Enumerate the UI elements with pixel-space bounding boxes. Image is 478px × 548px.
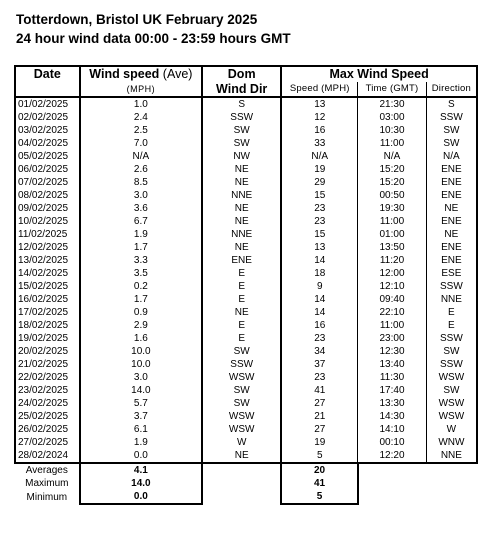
- table-row: [15, 111, 477, 124]
- wind-dir-cell: SW: [202, 124, 281, 137]
- date-cell: 18/02/2025: [15, 319, 80, 332]
- date-cell: 17/02/2025: [15, 306, 80, 319]
- table-row: [15, 449, 477, 463]
- wind-speed-cell: 0.2: [80, 280, 202, 293]
- time-cell: 14:30: [358, 410, 427, 423]
- table-row: [15, 150, 477, 163]
- wind-dir-cell: E: [202, 332, 281, 345]
- time-cell: 19:30: [358, 202, 427, 215]
- wind-speed-cell: 3.0: [80, 371, 202, 384]
- wind-dir-cell: WSW: [202, 423, 281, 436]
- summary-spacer: [426, 490, 477, 504]
- table-row: [15, 358, 477, 371]
- header-wind-speed-label: Wind speed: [89, 67, 160, 81]
- summary-label: Maximum: [25, 478, 69, 489]
- max-speed-cell: 15: [281, 189, 358, 202]
- wind-speed-cell: 3.0: [80, 189, 202, 202]
- header-direction: Direction: [426, 82, 477, 97]
- date-cell: 04/02/2025: [15, 137, 80, 150]
- time-cell: 23:00: [358, 332, 427, 345]
- date-cell: 01/02/2025: [15, 97, 80, 111]
- direction-cell: SSW: [426, 111, 477, 124]
- max-speed-cell: 14: [281, 254, 358, 267]
- time-cell: 09:40: [358, 293, 427, 306]
- header-date-spacer: [15, 82, 80, 97]
- summary-spacer: [358, 477, 427, 490]
- table-row: [15, 176, 477, 189]
- wind-dir-cell: E: [202, 280, 281, 293]
- max-speed-cell: 5: [281, 449, 358, 463]
- direction-cell: SSW: [426, 280, 477, 293]
- time-cell: 10:30: [358, 124, 427, 137]
- table-row: [15, 410, 477, 423]
- max-speed-cell: 23: [281, 371, 358, 384]
- direction-cell: ENE: [426, 241, 477, 254]
- max-speed-cell: 16: [281, 319, 358, 332]
- wind-dir-cell: SSW: [202, 111, 281, 124]
- max-speed-cell: 27: [281, 423, 358, 436]
- date-cell: 14/02/2025: [15, 267, 80, 280]
- time-cell: 12:10: [358, 280, 427, 293]
- time-cell: 14:10: [358, 423, 427, 436]
- header-dom: Dom: [202, 66, 281, 82]
- date-cell: 16/02/2025: [15, 293, 80, 306]
- direction-cell: NE: [426, 202, 477, 215]
- summary-spacer: [358, 490, 427, 504]
- summary-label: Minimum: [26, 491, 68, 503]
- max-speed-cell: 12: [281, 111, 358, 124]
- direction-cell: E: [426, 319, 477, 332]
- table-row: [15, 384, 477, 397]
- summary-spacer: [426, 463, 477, 477]
- max-speed-cell: 37: [281, 358, 358, 371]
- wind-dir-cell: NE: [202, 215, 281, 228]
- table-row: [15, 228, 477, 241]
- direction-cell: N/A: [426, 150, 477, 163]
- max-speed-cell: 9: [281, 280, 358, 293]
- header-wind-dir: Wind Dir: [202, 82, 281, 97]
- header-wind-speed-suffix: (Ave): [159, 67, 193, 81]
- max-speed-cell: N/A: [281, 150, 358, 163]
- wind-dir-cell: S: [202, 97, 281, 111]
- wind-speed-cell: 1.7: [80, 293, 202, 306]
- time-cell: 03:00: [358, 111, 427, 124]
- max-speed-cell: 14: [281, 306, 358, 319]
- wind-speed-cell: 3.7: [80, 410, 202, 423]
- wind-speed-cell: 3.6: [80, 202, 202, 215]
- wind-dir-cell: NE: [202, 241, 281, 254]
- direction-cell: NE: [426, 228, 477, 241]
- table-row: [15, 293, 477, 306]
- time-cell: 11:00: [358, 319, 427, 332]
- summary-label: Averages: [25, 465, 68, 476]
- wind-speed-cell: 8.5: [80, 176, 202, 189]
- wind-dir-cell: W: [202, 436, 281, 449]
- max-speed-cell: 14: [281, 293, 358, 306]
- wind-dir-cell: WSW: [202, 410, 281, 423]
- time-cell: 13:40: [358, 358, 427, 371]
- time-cell: 17:40: [358, 384, 427, 397]
- direction-cell: SSW: [426, 358, 477, 371]
- date-cell: 10/02/2025: [15, 215, 80, 228]
- wind-speed-cell: 3.5: [80, 267, 202, 280]
- summary-spacer: [202, 477, 281, 490]
- wind-speed-cell: 1.0: [80, 97, 202, 111]
- wind-speed-cell: 14.0: [80, 384, 202, 397]
- wind-dir-cell: NE: [202, 202, 281, 215]
- direction-cell: ENE: [426, 163, 477, 176]
- summary-row: [15, 463, 477, 477]
- wind-speed-cell: 1.6: [80, 332, 202, 345]
- time-cell: N/A: [358, 150, 427, 163]
- table-row: [15, 254, 477, 267]
- table-row: [15, 189, 477, 202]
- table-row: [15, 371, 477, 384]
- header-max-wind-speed: Max Wind Speed: [281, 66, 477, 82]
- date-cell: 19/02/2025: [15, 332, 80, 345]
- wind-speed-cell: N/A: [80, 150, 202, 163]
- direction-cell: SW: [426, 124, 477, 137]
- wind-dir-cell: E: [202, 267, 281, 280]
- wind-speed-cell: 0.0: [80, 449, 202, 463]
- direction-cell: SSW: [426, 332, 477, 345]
- wind-dir-cell: SSW: [202, 358, 281, 371]
- table-row: [15, 280, 477, 293]
- wind-speed-cell: 10.0: [80, 345, 202, 358]
- table-row: [15, 163, 477, 176]
- direction-cell: ENE: [426, 189, 477, 202]
- time-cell: 21:30: [358, 97, 427, 111]
- date-cell: 24/02/2025: [15, 397, 80, 410]
- date-cell: 21/02/2025: [15, 358, 80, 371]
- time-cell: 12:00: [358, 267, 427, 280]
- wind-speed-cell: 3.3: [80, 254, 202, 267]
- wind-speed-cell: 2.5: [80, 124, 202, 137]
- max-speed-cell: 29: [281, 176, 358, 189]
- time-cell: 12:30: [358, 345, 427, 358]
- max-speed-cell: 19: [281, 436, 358, 449]
- header-time-gmt: Time (GMT): [358, 82, 427, 97]
- wind-speed-cell: 6.7: [80, 215, 202, 228]
- direction-cell: ENE: [426, 215, 477, 228]
- wind-speed-cell: 1.9: [80, 436, 202, 449]
- direction-cell: ESE: [426, 267, 477, 280]
- max-speed-cell: 23: [281, 202, 358, 215]
- date-cell: 28/02/2024: [15, 449, 80, 463]
- direction-cell: SW: [426, 137, 477, 150]
- wind-speed-cell: 2.9: [80, 319, 202, 332]
- date-cell: 25/02/2025: [15, 410, 80, 423]
- date-cell: 23/02/2025: [15, 384, 80, 397]
- time-cell: 11:00: [358, 215, 427, 228]
- direction-cell: WSW: [426, 371, 477, 384]
- table-row: [15, 423, 477, 436]
- max-speed-cell: 23: [281, 215, 358, 228]
- date-cell: 07/02/2025: [15, 176, 80, 189]
- table-row: [15, 436, 477, 449]
- table-row: [15, 202, 477, 215]
- wind-dir-cell: NE: [202, 163, 281, 176]
- wind-dir-cell: SW: [202, 397, 281, 410]
- page-title: Totterdown, Bristol UK February 2025: [16, 12, 258, 27]
- table-row: [15, 319, 477, 332]
- date-cell: 27/02/2025: [15, 436, 80, 449]
- table-row: [15, 306, 477, 319]
- direction-cell: S: [426, 97, 477, 111]
- table-row: [15, 137, 477, 150]
- max-speed-cell: 27: [281, 397, 358, 410]
- wind-dir-cell: SW: [202, 384, 281, 397]
- max-speed-cell: 18: [281, 267, 358, 280]
- date-cell: 26/02/2025: [15, 423, 80, 436]
- wind-speed-cell: 10.0: [80, 358, 202, 371]
- max-speed-cell: 16: [281, 124, 358, 137]
- wind-speed-cell: 1.7: [80, 241, 202, 254]
- time-cell: 11:30: [358, 371, 427, 384]
- date-cell: 11/02/2025: [15, 228, 80, 241]
- summary-max-speed: 5: [281, 490, 358, 504]
- time-cell: 13:50: [358, 241, 427, 254]
- date-cell: 02/02/2025: [15, 111, 80, 124]
- summary-wind-speed: 14.0: [80, 477, 202, 490]
- summary-wind-speed: 0.0: [80, 490, 202, 504]
- table-row: [15, 267, 477, 280]
- max-speed-cell: 34: [281, 345, 358, 358]
- date-cell: 13/02/2025: [15, 254, 80, 267]
- wind-speed-cell: 0.9: [80, 306, 202, 319]
- summary-spacer: [358, 463, 427, 477]
- summary-spacer: [202, 490, 281, 504]
- time-cell: 00:50: [358, 189, 427, 202]
- wind-dir-cell: E: [202, 319, 281, 332]
- date-cell: 03/02/2025: [15, 124, 80, 137]
- max-speed-cell: 13: [281, 241, 358, 254]
- summary-spacer: [426, 477, 477, 490]
- max-speed-cell: 21: [281, 410, 358, 423]
- table-row: [15, 124, 477, 137]
- wind-dir-cell: NE: [202, 449, 281, 463]
- time-cell: 12:20: [358, 449, 427, 463]
- table-row: [15, 397, 477, 410]
- wind-dir-cell: SW: [202, 137, 281, 150]
- wind-dir-cell: NNE: [202, 189, 281, 202]
- time-cell: 11:00: [358, 137, 427, 150]
- direction-cell: E: [426, 306, 477, 319]
- wind-speed-cell: 1.9: [80, 228, 202, 241]
- time-cell: 13:30: [358, 397, 427, 410]
- date-cell: 15/02/2025: [15, 280, 80, 293]
- summary-spacer: [202, 463, 281, 477]
- wind-dir-cell: NW: [202, 150, 281, 163]
- direction-cell: WSW: [426, 410, 477, 423]
- wind-dir-cell: E: [202, 293, 281, 306]
- time-cell: 00:10: [358, 436, 427, 449]
- wind-speed-cell: 7.0: [80, 137, 202, 150]
- date-cell: 12/02/2025: [15, 241, 80, 254]
- wind-speed-cell: 2.6: [80, 163, 202, 176]
- max-speed-cell: 41: [281, 384, 358, 397]
- direction-cell: SW: [426, 384, 477, 397]
- max-speed-cell: 15: [281, 228, 358, 241]
- header-speed-mph: Speed (MPH): [281, 82, 358, 97]
- time-cell: 15:20: [358, 163, 427, 176]
- header-wind-speed: [80, 66, 202, 82]
- date-cell: 08/02/2025: [15, 189, 80, 202]
- time-cell: 15:20: [358, 176, 427, 189]
- wind-speed-cell: 6.1: [80, 423, 202, 436]
- direction-cell: WSW: [426, 397, 477, 410]
- max-speed-cell: 33: [281, 137, 358, 150]
- summary-wind-speed: 4.1: [80, 463, 202, 477]
- wind-speed-cell: 5.7: [80, 397, 202, 410]
- summary-max-speed: 41: [281, 477, 358, 490]
- wind-dir-cell: ENE: [202, 254, 281, 267]
- time-cell: 22:10: [358, 306, 427, 319]
- direction-cell: WNW: [426, 436, 477, 449]
- table-row: [15, 241, 477, 254]
- header-wind-speed-unit: (MPH): [80, 82, 202, 97]
- page-subtitle: 24 hour wind data 00:00 - 23:59 hours GMT: [16, 31, 291, 46]
- summary-row: [15, 490, 477, 504]
- wind-data-table: [14, 65, 478, 505]
- time-cell: 11:20: [358, 254, 427, 267]
- wind-dir-cell: WSW: [202, 371, 281, 384]
- header-date: Date: [15, 66, 80, 82]
- direction-cell: SW: [426, 345, 477, 358]
- date-cell: 06/02/2025: [15, 163, 80, 176]
- table-row: [15, 97, 477, 111]
- direction-cell: ENE: [426, 176, 477, 189]
- direction-cell: ENE: [426, 254, 477, 267]
- table-row: [15, 332, 477, 345]
- wind-dir-cell: NE: [202, 306, 281, 319]
- table-row: [15, 345, 477, 358]
- wind-dir-cell: NNE: [202, 228, 281, 241]
- table-row: [15, 215, 477, 228]
- summary-max-speed: 20: [281, 463, 358, 477]
- date-cell: 20/02/2025: [15, 345, 80, 358]
- summary-row: [15, 477, 477, 490]
- date-cell: 09/02/2025: [15, 202, 80, 215]
- date-cell: 05/02/2025: [15, 150, 80, 163]
- direction-cell: NNE: [426, 449, 477, 463]
- max-speed-cell: 19: [281, 163, 358, 176]
- max-speed-cell: 13: [281, 97, 358, 111]
- date-cell: 22/02/2025: [15, 371, 80, 384]
- wind-dir-cell: SW: [202, 345, 281, 358]
- max-speed-cell: 23: [281, 332, 358, 345]
- time-cell: 01:00: [358, 228, 427, 241]
- direction-cell: NNE: [426, 293, 477, 306]
- wind-speed-cell: 2.4: [80, 111, 202, 124]
- direction-cell: W: [426, 423, 477, 436]
- wind-dir-cell: NE: [202, 176, 281, 189]
